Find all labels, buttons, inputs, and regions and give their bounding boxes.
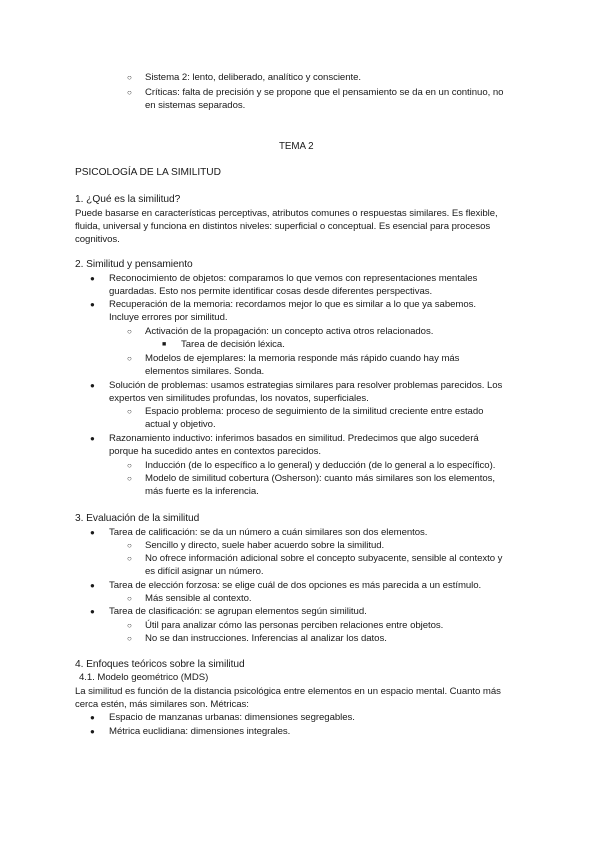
circle-bullet-icon: ○ [127,621,132,630]
list-item-continuation: guardadas. Esto nos permite identificar cosas desde diferentes perspectivas. [109,286,433,297]
list-item: No ofrece información adicional sobre el concepto subyacente, sensible al contexto y [145,553,503,564]
disc-bullet-icon: ● [90,381,95,390]
list-item: Modelos de ejemplares: la memoria responde más rápido cuando hay más [145,353,460,364]
list-item: Solución de problemas: usamos estrategias similares para resolver problemas parecidos. Los [109,380,503,391]
list-item-continuation: en sistemas separados. [145,100,246,111]
subsection-heading: 4.1. Modelo geométrico (MDS) [79,672,209,683]
section-heading: 3. Evaluación de la similitud [75,513,200,524]
disc-bullet-icon: ● [90,727,95,736]
section-heading: 1. ¿Qué es la similitud? [75,194,181,205]
circle-bullet-icon: ○ [127,354,132,363]
list-item-continuation: es difícil asignar un número. [145,566,264,577]
list-item-continuation: Incluye errores por similitud. [109,312,228,323]
paragraph-line: fluida, universal y funciona en distintos niveles: superficial o conceptual. Es esencial para procesos [75,221,491,232]
square-bullet-icon: ■ [162,341,167,348]
section-heading: 4. Enfoques teóricos sobre la similitud [75,659,245,670]
circle-bullet-icon: ○ [127,407,132,416]
circle-bullet-icon: ○ [127,461,132,470]
circle-bullet-icon: ○ [127,474,132,483]
disc-bullet-icon: ● [90,713,95,722]
list-item: Críticas: falta de precisión y se propone que el pensamiento se da en un continuo, no [145,87,504,98]
list-item: Reconocimiento de objetos: comparamos lo que vemos con representaciones mentales [109,273,478,284]
paragraph-line: La similitud es función de la distancia psicológica entre elementos en un espacio mental. Cuanto más [75,686,501,697]
circle-bullet-icon: ○ [127,541,132,550]
list-item-continuation: actual y objetivo. [145,419,216,430]
disc-bullet-icon: ● [90,300,95,309]
circle-bullet-icon: ○ [127,554,132,563]
section-label: TEMA 2 [279,141,314,152]
list-item-continuation: expertos ven similitudes profundas, los novatos, superficiales. [109,393,369,404]
circle-bullet-icon: ○ [127,327,132,336]
disc-bullet-icon: ● [90,434,95,443]
disc-bullet-icon: ● [90,528,95,537]
list-item: Tarea de decisión léxica. [181,339,285,350]
list-item: Espacio problema: proceso de seguimiento de la similitud creciente entre estado [145,406,484,417]
list-item-continuation: elementos similares. Sonda. [145,366,265,377]
list-item: Activación de la propagación: un concepto activa otros relacionados. [145,326,434,337]
list-item: Tarea de clasificación: se agrupan elementos según similitud. [109,606,367,617]
circle-bullet-icon: ○ [127,88,132,97]
list-item: Tarea de calificación: se da un número a cuán similares son dos elementos. [109,527,428,538]
list-item: Tarea de elección forzosa: se elige cuál de dos opciones es más parecida a un estímulo. [109,580,482,591]
list-item-continuation: porque ha sucedido antes en contextos parecidos. [109,446,322,457]
circle-bullet-icon: ○ [127,73,132,82]
list-item: Recuperación de la memoria: recordamos mejor lo que es similar a lo que ya sabemos. [109,299,476,310]
disc-bullet-icon: ● [90,274,95,283]
list-item: Útil para analizar cómo las personas perciben relaciones entre objetos. [145,620,444,631]
disc-bullet-icon: ● [90,607,95,616]
list-item: Métrica euclidiana: dimensiones integrales. [109,726,291,737]
list-item: Sistema 2: lento, deliberado, analítico y consciente. [145,72,362,83]
paragraph-line: cognitivos. [75,234,120,245]
list-item: Espacio de manzanas urbanas: dimensiones segregables. [109,712,355,723]
circle-bullet-icon: ○ [127,634,132,643]
list-item: Inducción (de lo específico a lo general) y deducción (de lo general a lo específico). [145,460,496,471]
disc-bullet-icon: ● [90,581,95,590]
paragraph-line: Puede basarse en características perceptivas, atributos comunes o respuestas similares. Es flexible, [75,208,498,219]
list-item-continuation: más fuerte es la inferencia. [145,486,259,497]
list-item: Sencillo y directo, suele haber acuerdo sobre la similitud. [145,540,385,551]
circle-bullet-icon: ○ [127,594,132,603]
section-heading: 2. Similitud y pensamiento [75,259,193,270]
list-item: No se dan instrucciones. Inferencias al analizar los datos. [145,633,387,644]
list-item: Modelo de similitud cobertura (Osherson): cuanto más similares son los elementos, [145,473,496,484]
page-title: PSICOLOGÍA DE LA SIMILITUD [75,167,221,178]
list-item: Razonamiento inductivo: inferimos basados en similitud. Predecimos que algo sucederá [109,433,479,444]
paragraph-line: cerca estén, más similares son. Métricas: [75,699,249,710]
list-item: Más sensible al contexto. [145,593,252,604]
